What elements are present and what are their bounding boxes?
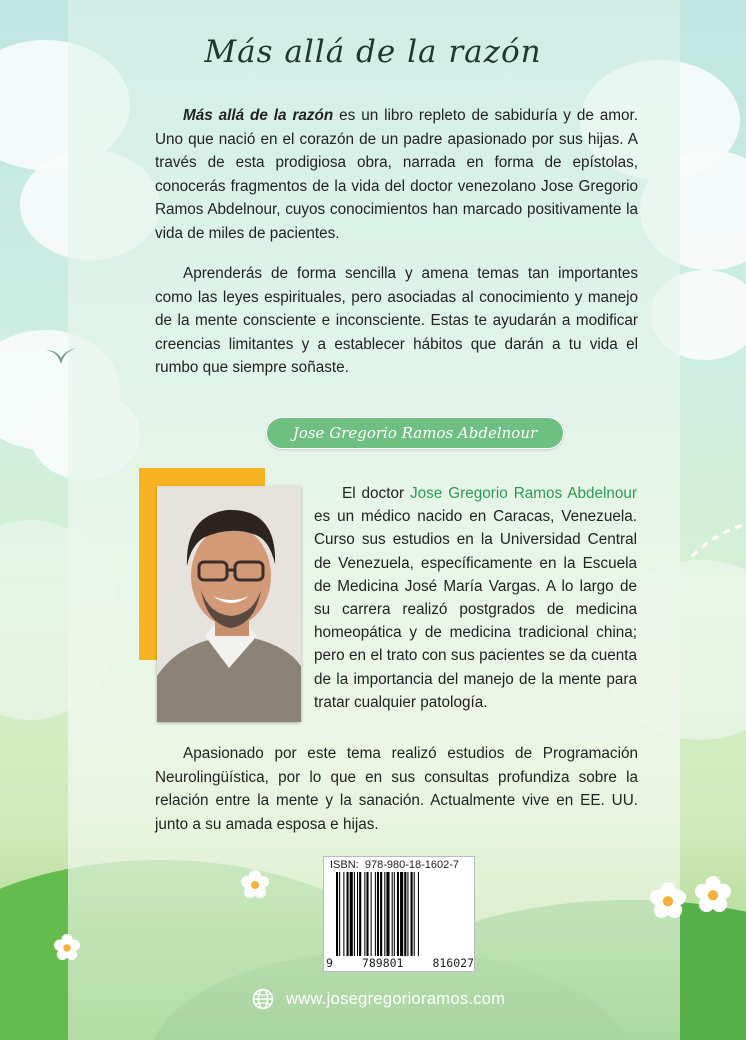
barcode-bar [400, 872, 403, 956]
bio-author-name: Jose Gregorio Ramos Abdelnour [410, 485, 637, 502]
bio-text: es un médico nacido en Caracas, Venezuela. Curso sus estudios en la Universidad Central de Venezuela, específicamente en la Escuela de Medicina José María Vargas. A lo largo de su carrera realizó postgrados de medicina homeopática y de medicina tradicional china; pero en el trato con sus pacientes se da cuenta de la importancia del manejo de la mente para tratar cualquier patología. [314, 508, 637, 711]
barcode-bar [394, 872, 395, 956]
book-title: Más allá de la razón [183, 107, 334, 124]
barcode-bar [339, 872, 340, 956]
author-name-badge: Jose Gregorio Ramos Abdelnour [266, 417, 564, 449]
barcode-bar [404, 872, 406, 956]
isbn-label: ISBN: 978-980-18-1602-7 [330, 859, 460, 871]
barcode-bar [380, 872, 382, 956]
isbn-barcode [323, 856, 475, 972]
author-bio [314, 482, 637, 714]
intro-paragraph [155, 104, 638, 246]
barcode-digit-group: 816027 [432, 956, 474, 970]
barcode-digits [326, 956, 474, 970]
barcode-bar [347, 872, 349, 956]
third-paragraph-text: Apasionado por este tema realizó estudios de Programación Neurolingüística, por lo que en sus consultas profundiza sobre la relación entre la mente y la sanación. Actualmente vive en EE. UU. junto a su amada esposa e hijas. [155, 745, 638, 833]
barcode-bar [377, 872, 379, 956]
barcode-bar [411, 872, 413, 956]
barcode-bar [384, 872, 385, 956]
barcode-bar [366, 872, 368, 956]
bio-prefix: El doctor [342, 485, 410, 502]
barcode-bar [407, 872, 408, 956]
barcode-bar [386, 872, 389, 956]
barcode-bar [375, 872, 376, 956]
barcode-bar [364, 872, 365, 956]
bird-icon [44, 346, 78, 368]
flower-icon [650, 882, 686, 923]
flower-icon [695, 876, 731, 917]
barcode-bar [397, 872, 399, 956]
barcode-bar [354, 872, 355, 956]
flower-icon [241, 870, 269, 903]
barcode-bar [357, 872, 358, 956]
flower-icon [54, 934, 80, 965]
page-title: Más allá de la razón [204, 34, 542, 70]
second-paragraph-text: Aprenderás de forma sencilla y amena temas tan importantes como las leyes espirituales, pero asociadas al conocimiento y manejo de la mente consciente e inconsciente. Estas te ayudarán a modificar creencias limitantes y a establecer hábitos que darán a tu vida el rumbo que siempre soñaste. [155, 265, 638, 377]
barcode-bar [371, 872, 372, 956]
barcode-bar [414, 872, 415, 956]
barcode-digit-group: 9 [326, 956, 333, 970]
barcode-bar [343, 872, 344, 956]
barcode-digit-group: 789801 [361, 956, 404, 970]
barcode-bar [359, 872, 361, 956]
second-paragraph [155, 262, 638, 380]
barcode-bar [418, 872, 419, 956]
barcode-bars [336, 872, 466, 956]
website-url: www.josegregorioramos.com [286, 989, 506, 1008]
author-photo [157, 486, 301, 722]
barcode-bar [392, 872, 393, 956]
barcode-bar [336, 872, 338, 956]
globe-icon [252, 988, 274, 1010]
intro-text: es un libro repleto de sabiduría y de amor. Uno que nació en el corazón de un padre apasionado por sus hijas. A través de esta prodigiosa obra, narrada en forma de epístolas, conocerás fragmentos de la vida del doctor venezolano Jose Gregorio Ramos Abdelnour, cuyos conocimientos han marcado positivamente la vida de miles de pacientes. [155, 107, 638, 242]
third-paragraph [155, 742, 638, 836]
dashed-path [690, 520, 746, 560]
barcode-bar [350, 872, 353, 956]
website-link[interactable] [252, 988, 505, 1010]
